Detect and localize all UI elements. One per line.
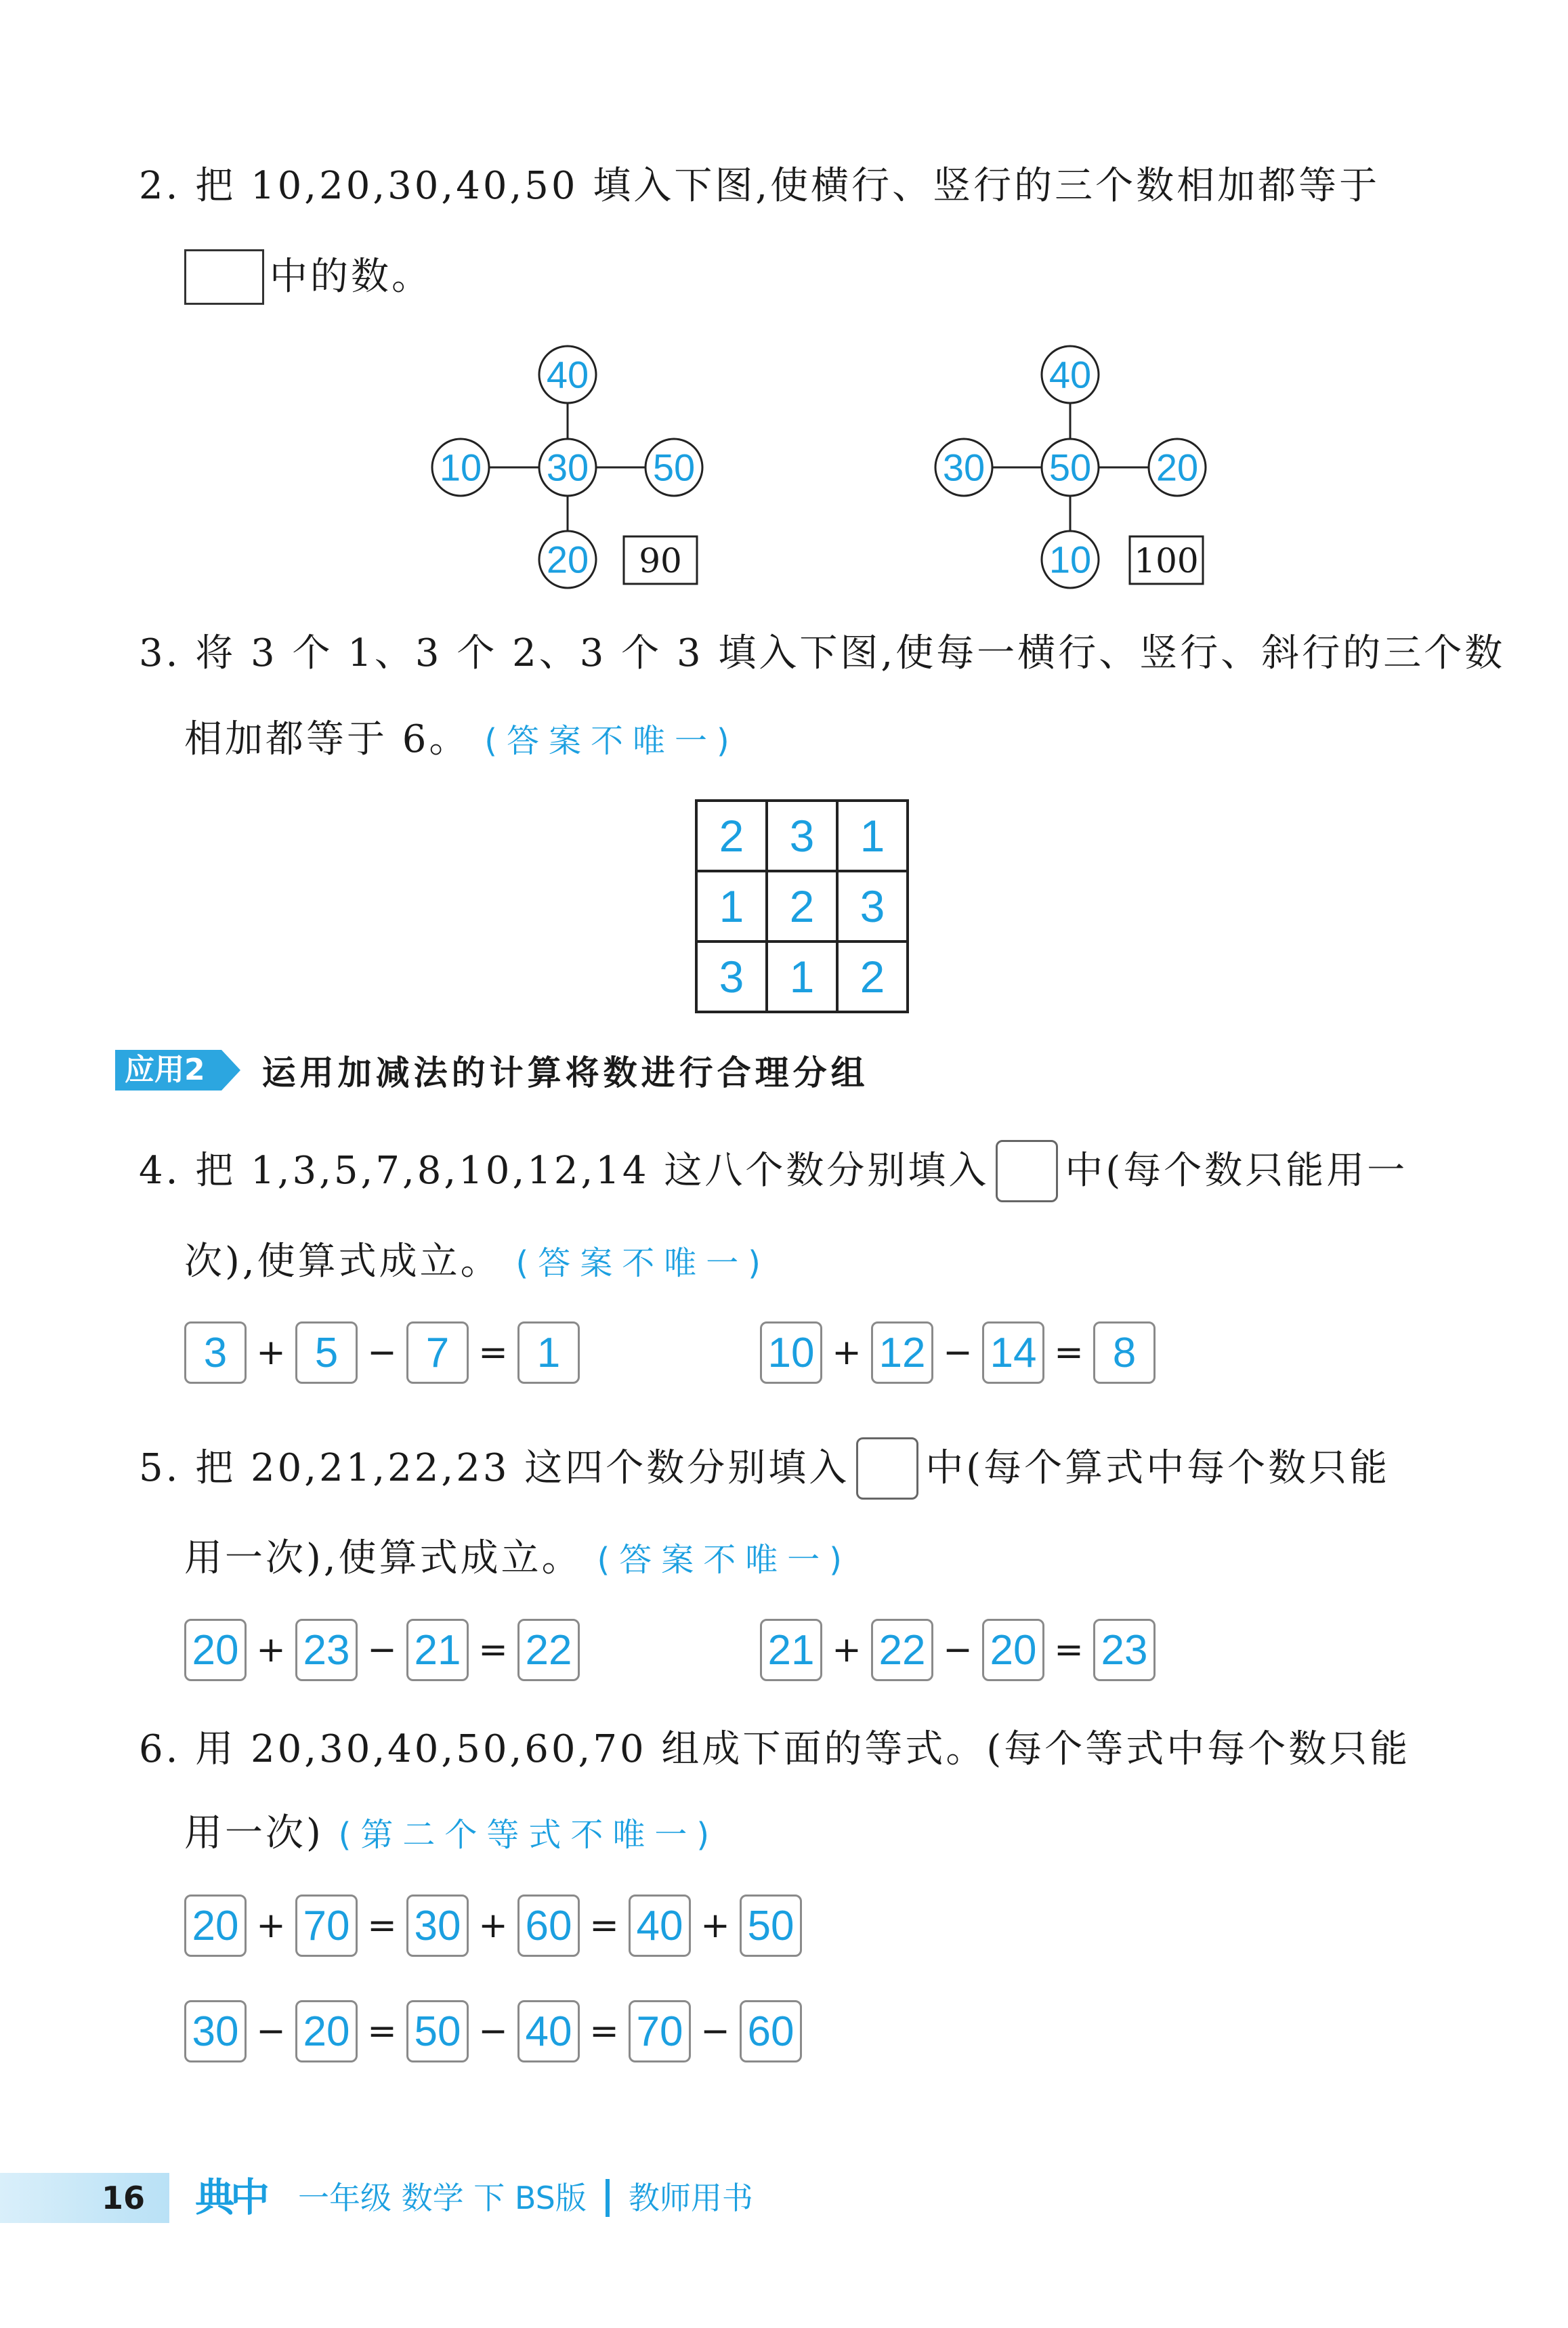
equation-operator: +	[256, 1332, 286, 1373]
equation-answer-box: 70	[629, 2000, 691, 2062]
footer-book-title: 一年级 数学 下 BS版	[298, 2180, 587, 2216]
equation-operator: =	[367, 1905, 397, 1946]
q4-text-line1-a: 4. 把 1,3,5,7,8,10,12,14 这八个数分别填入	[139, 1149, 990, 1193]
grid-cell: 3	[696, 941, 767, 1012]
footer-separator	[606, 2179, 610, 2217]
equation-operator: −	[256, 2011, 286, 2052]
footer-info	[298, 2174, 753, 2222]
equation-answer-box: 20	[184, 1619, 247, 1681]
q2-text-line2: 中的数。	[270, 255, 432, 299]
q3-note: (答案不唯一)	[484, 722, 739, 760]
q6-note: (第二个等式不唯一)	[338, 1816, 719, 1854]
grid-cell: 1	[696, 871, 767, 941]
q3-text-line2: 相加都等于 6。	[184, 717, 470, 761]
equation-answer-box: 21	[406, 1619, 469, 1681]
equation-operator: −	[943, 1630, 973, 1670]
equation-operator: =	[589, 1905, 619, 1946]
equation-operator: −	[943, 1332, 973, 1373]
q6-equation-2	[184, 1997, 802, 2065]
equation-answer-box: 8	[1093, 1321, 1156, 1384]
cross1-left-value: 10	[439, 446, 482, 489]
equation-answer-box: 30	[184, 2000, 247, 2062]
grid-cell: 2	[767, 871, 837, 941]
q3-text-line2-row	[184, 716, 739, 765]
grid-cell: 1	[767, 941, 837, 1012]
q5-text-line1	[139, 1437, 1390, 1500]
equation-operator: =	[589, 2011, 619, 2052]
q2-text-line1: 2. 把 10,20,30,40,50 填入下图,使横行、竖行的三个数相加都等于	[139, 164, 1380, 208]
q4-text-line2-row	[184, 1238, 770, 1287]
equation-answer-box: 20	[982, 1619, 1044, 1681]
equation-answer-box: 21	[760, 1619, 822, 1681]
cross1-top-value: 40	[546, 353, 589, 396]
q6-equation-1	[184, 1892, 802, 1960]
cross2-right-value: 20	[1156, 446, 1199, 489]
equation-answer-box: 30	[406, 1895, 469, 1957]
equation-answer-box: 10	[760, 1321, 822, 1384]
grid-cell: 2	[696, 801, 767, 871]
cross2-left-value: 30	[942, 446, 986, 489]
equation-answer-box: 12	[871, 1321, 933, 1384]
q6-text-line2-row	[184, 1810, 719, 1859]
equation-operator: =	[478, 1332, 508, 1373]
q5-text-line1-a: 5. 把 20,21,22,23 这四个数分别填入	[139, 1446, 850, 1490]
equation-answer-box: 5	[295, 1321, 358, 1384]
q4-text-line1	[139, 1140, 1407, 1202]
cross1-target-value: 90	[639, 541, 682, 580]
equation-operator: +	[832, 1332, 862, 1373]
q4-text-line1-b: 中(每个数只能用一	[1065, 1149, 1408, 1193]
q5-text-line1-b: 中(每个算式中每个数只能	[925, 1446, 1391, 1490]
equation-operator: +	[478, 1905, 508, 1946]
cross1-right-value: 50	[652, 446, 696, 489]
equation-answer-box: 70	[295, 1895, 358, 1957]
q4-text-line2: 次),使算式成立。	[184, 1240, 501, 1284]
q4-equation-1	[184, 1319, 580, 1387]
q3-magic-grid	[695, 799, 909, 1013]
q5-blank-box	[856, 1437, 918, 1500]
grid-cell: 3	[837, 871, 908, 941]
application-title: 运用加减法的计算将数进行合理分组	[261, 1053, 869, 1093]
equation-operator: −	[367, 1332, 397, 1373]
equation-answer-box: 40	[629, 1895, 691, 1957]
cross1-center-value: 30	[546, 446, 589, 489]
q4-blank-box	[996, 1140, 1058, 1202]
equation-operator: −	[367, 1630, 397, 1670]
equation-answer-box: 60	[517, 1895, 580, 1957]
cross2-bottom-value: 10	[1048, 538, 1092, 581]
equation-answer-box: 50	[740, 1895, 802, 1957]
grid-cell: 3	[767, 801, 837, 871]
equation-operator: −	[700, 2011, 730, 2052]
equation-answer-box: 22	[871, 1619, 933, 1681]
equation-answer-box: 40	[517, 2000, 580, 2062]
cross1-bottom-value: 20	[546, 538, 589, 581]
q5-note: (答案不唯一)	[597, 1541, 851, 1579]
equation-answer-box: 1	[517, 1321, 580, 1384]
equation-operator: =	[478, 1630, 508, 1670]
equation-answer-box: 50	[406, 2000, 469, 2062]
equation-operator: =	[1054, 1332, 1084, 1373]
equation-operator: +	[700, 1905, 730, 1946]
equation-operator: =	[1054, 1630, 1084, 1670]
q5-equation-1	[184, 1616, 580, 1684]
application-heading	[115, 1040, 869, 1101]
equation-answer-box: 20	[295, 2000, 358, 2062]
equation-answer-box: 60	[740, 2000, 802, 2062]
equation-operator: =	[367, 2011, 397, 2052]
equation-answer-box: 7	[406, 1321, 469, 1384]
equation-operator: +	[832, 1630, 862, 1670]
q6-text-line1: 6. 用 20,30,40,50,60,70 组成下面的等式。(每个等式中每个数只能	[139, 1727, 1411, 1771]
equation-answer-box: 3	[184, 1321, 247, 1384]
equation-answer-box: 20	[184, 1895, 247, 1957]
equation-answer-box: 23	[295, 1619, 358, 1681]
brand-logo: 典中	[195, 2174, 266, 2220]
q3-text-line1: 3. 将 3 个 1、3 个 2、3 个 3 填入下图,使每一横行、竖行、斜行的三个数	[139, 631, 1506, 675]
equation-answer-box: 14	[982, 1321, 1044, 1384]
application-tag: 应用2	[115, 1050, 221, 1091]
q4-equation-2	[760, 1319, 1156, 1387]
q4-note: (答案不唯一)	[515, 1244, 770, 1282]
grid-row	[696, 941, 908, 1012]
grid-row	[696, 801, 908, 871]
footer-edition: 教师用书	[628, 2180, 753, 2216]
equation-operator: +	[256, 1630, 286, 1670]
equation-operator: −	[478, 2011, 508, 2052]
cross2-target-value: 100	[1134, 541, 1199, 580]
grid-cell: 1	[837, 801, 908, 871]
equation-operator: +	[256, 1905, 286, 1946]
cross2-center-value: 50	[1048, 446, 1092, 489]
equation-answer-box: 22	[517, 1619, 580, 1681]
page-number: 16	[102, 2180, 146, 2216]
q5-equation-2	[760, 1616, 1156, 1684]
grid-row	[696, 871, 908, 941]
q5-text-line2-row	[184, 1535, 851, 1584]
equation-answer-box: 23	[1093, 1619, 1156, 1681]
cross2-top-value: 40	[1048, 353, 1092, 396]
grid-cell: 2	[837, 941, 908, 1012]
q6-text-line2: 用一次)	[184, 1811, 324, 1855]
q5-text-line2: 用一次),使算式成立。	[184, 1536, 582, 1580]
